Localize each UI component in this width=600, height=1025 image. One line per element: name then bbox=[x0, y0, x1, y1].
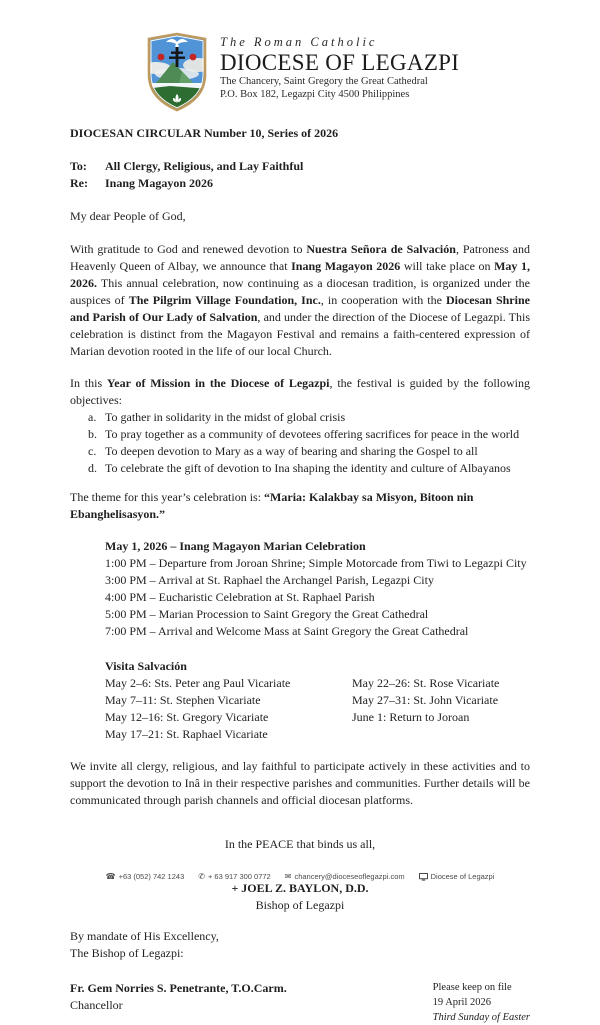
meta-block bbox=[70, 158, 530, 192]
paragraph-announcement bbox=[70, 241, 530, 360]
footer-email-address: chancery@dioceseoflegazpi.com bbox=[294, 872, 405, 881]
footer-mobile bbox=[198, 872, 270, 881]
chancellor-block bbox=[70, 980, 287, 1014]
chancellor-name: Fr. Gem Norries S. Penetrante, T.O.Carm. bbox=[70, 981, 287, 995]
objective-text: To deepen devotion to Mary as a way of bearing and sharing the Gospel to all bbox=[105, 444, 478, 458]
visita-item: May 27–31: St. John Vicariate bbox=[352, 693, 499, 707]
p1-bold-date: May 1, 2026. bbox=[70, 259, 530, 290]
footer-contact-strip bbox=[0, 872, 600, 881]
to-value: All Clergy, Religious, and Lay Faithful bbox=[105, 159, 304, 173]
meta-re-row bbox=[70, 175, 530, 192]
letterhead-address-1: The Chancery, Saint Gregory the Great Cathedral bbox=[220, 76, 428, 87]
re-value: Inang Magayon 2026 bbox=[105, 176, 214, 190]
schedule-item: 1:00 PM – Departure from Joroan Shrine; Simple Motorcade from Tiwi to Legazpi City bbox=[105, 556, 527, 570]
p2-text: In this bbox=[70, 376, 107, 390]
theme-quote: “Maria: Kalakbay sa Misyon, Bitoon nin Ebanghelisasyon.” bbox=[70, 490, 474, 521]
visita-item: May 2–6: Sts. Peter ang Paul Vicariate bbox=[105, 676, 291, 690]
mandate-line-2: The Bishop of Legazpi: bbox=[70, 946, 184, 960]
file-note-liturgical-day: Third Sunday of Easter bbox=[432, 1012, 530, 1023]
document-title: DIOCESAN CIRCULAR Number 10, Series of 2026 bbox=[70, 126, 339, 140]
p1-text: will take place on bbox=[400, 259, 495, 273]
footer-email bbox=[285, 872, 405, 881]
mobile-phone-icon: ✆ bbox=[198, 871, 205, 881]
diocese-coat-of-arms-icon bbox=[144, 32, 210, 112]
paragraph-objectives-intro bbox=[70, 375, 530, 409]
desk-phone-icon: ☎ bbox=[105, 871, 116, 881]
schedule-item: 3:00 PM – Arrival at St. Raphael the Archangel Parish, Legazpi City bbox=[105, 573, 434, 587]
visita-columns bbox=[105, 675, 530, 743]
theme-line bbox=[70, 489, 530, 523]
letterhead-address-2: P.O. Box 182, Legazpi City 4500 Philippines bbox=[220, 88, 410, 100]
letterhead-text bbox=[220, 32, 460, 101]
bishop-name: + JOEL Z. BAYLON, D.D. bbox=[231, 881, 369, 895]
paragraph-closing: We invite all clergy, religious, and lay faithful to participate actively in these activities and to support the devotion to Inâ in their respective parishes and communities. Further details will be communicated through parish channels and official diocesan platforms. bbox=[70, 759, 530, 807]
visita-item: June 1: Return to Joroan bbox=[352, 710, 470, 724]
facebook-page-icon bbox=[419, 873, 428, 881]
file-note-block bbox=[433, 980, 530, 1025]
visita-item: May 17–21: St. Raphael Vicariate bbox=[105, 727, 268, 741]
p1-bold-patroness: Nuestra Señora de Salvación bbox=[306, 242, 456, 256]
re-label: Re: bbox=[70, 176, 88, 190]
visita-left-column bbox=[105, 675, 352, 743]
footer-phone-number: +63 (052) 742 1243 bbox=[118, 872, 185, 881]
footer-facebook-page bbox=[419, 872, 495, 881]
objective-item bbox=[88, 443, 530, 460]
letterhead bbox=[0, 0, 600, 112]
p2-bold-year-of-mission: Year of Mission in the Diocese of Legazpi bbox=[106, 376, 330, 390]
file-note-line-1: Please keep on file bbox=[432, 982, 512, 993]
valediction: In the PEACE that binds us all, bbox=[224, 837, 376, 851]
objective-marker: b. bbox=[88, 427, 97, 441]
chancellor-title: Chancellor bbox=[70, 998, 123, 1012]
objectives-list bbox=[88, 409, 530, 477]
meta-to-row bbox=[70, 158, 530, 175]
file-note-date: 19 April 2026 bbox=[432, 997, 492, 1008]
visita-block bbox=[105, 658, 530, 743]
schedule-item: 4:00 PM – Eucharistic Celebration at St. Raphael Parish bbox=[105, 590, 375, 604]
p1-bold-foundation: The Pilgrim Village Foundation, Inc. bbox=[128, 293, 321, 307]
p1-text: , in cooperation with the bbox=[320, 293, 446, 307]
objective-item bbox=[88, 426, 530, 443]
p1-text: With gratitude to God and renewed devotion to bbox=[70, 242, 307, 256]
salutation: My dear People of God, bbox=[70, 209, 186, 223]
p1-bold-event: Inang Magayon 2026 bbox=[291, 259, 401, 273]
visita-item: May 7–11: St. Stephen Vicariate bbox=[105, 693, 261, 707]
to-label: To: bbox=[70, 159, 87, 173]
signature-block bbox=[70, 880, 530, 914]
theme-prefix: The theme for this year’s celebration is: bbox=[70, 490, 265, 504]
p1-text: , and under the direction of the Diocese of Legazpi. This celebration is distinct from the Magayon Festival and remains a faith-centered expression of Marian devotion rooted in the life of our local Church. bbox=[70, 310, 530, 358]
letterhead-org-name: DIOCESE OF LEGAZPI bbox=[220, 50, 460, 75]
visita-item: May 22–26: St. Rose Vicariate bbox=[352, 676, 500, 690]
document-body bbox=[0, 125, 600, 1025]
objective-item bbox=[88, 460, 530, 477]
mandate-line-1: By mandate of His Excellency, bbox=[70, 929, 219, 943]
chancellor-row bbox=[70, 980, 530, 1025]
schedule-heading: May 1, 2026 – Inang Magayon Marian Celebration bbox=[105, 539, 366, 553]
objective-text: To gather in solidarity in the midst of global crisis bbox=[105, 410, 346, 424]
objective-text: To celebrate the gift of devotion to Ina shaping the identity and culture of Albayanos bbox=[105, 461, 511, 475]
letterhead-line1: The Roman Catholic bbox=[220, 35, 378, 49]
schedule-block bbox=[105, 538, 530, 640]
footer-mobile-number: + 63 917 300 0772 bbox=[207, 872, 271, 881]
p1-text: , Patroness and Heavenly Queen of Albay, we announce that bbox=[70, 242, 530, 273]
schedule-item: 5:00 PM – Marian Procession to Saint Gregory the Great Cathedral bbox=[105, 607, 429, 621]
schedule-item: 7:00 PM – Arrival and Welcome Mass at Saint Gregory the Great Cathedral bbox=[105, 624, 469, 638]
objective-marker: c. bbox=[88, 444, 97, 458]
p2-text: , the festival is guided by the following objectives: bbox=[70, 376, 531, 407]
visita-heading: Visita Salvación bbox=[105, 659, 187, 673]
p1-bold-shrine: Diocesan Shrine and Parish of Our Lady of Salvation bbox=[70, 293, 530, 324]
bishop-title: Bishop of Legazpi bbox=[255, 898, 345, 912]
objective-text: To pray together as a community of devotees offering sacrifices for peace in the world bbox=[105, 427, 520, 441]
visita-item: May 12–16: St. Gregory Vicariate bbox=[105, 710, 269, 724]
footer-facebook-name: Diocese of Legazpi bbox=[430, 872, 495, 881]
envelope-icon: ✉ bbox=[284, 871, 292, 881]
mandate-block bbox=[70, 928, 530, 962]
objective-marker: d. bbox=[88, 461, 97, 475]
visita-right-column bbox=[352, 675, 530, 743]
p1-text: This annual celebration, now continuing as a diocesan tradition, is organized under the auspices of bbox=[70, 276, 530, 307]
objective-item bbox=[88, 409, 530, 426]
objective-marker: a. bbox=[88, 410, 97, 424]
footer-phone bbox=[106, 872, 185, 881]
